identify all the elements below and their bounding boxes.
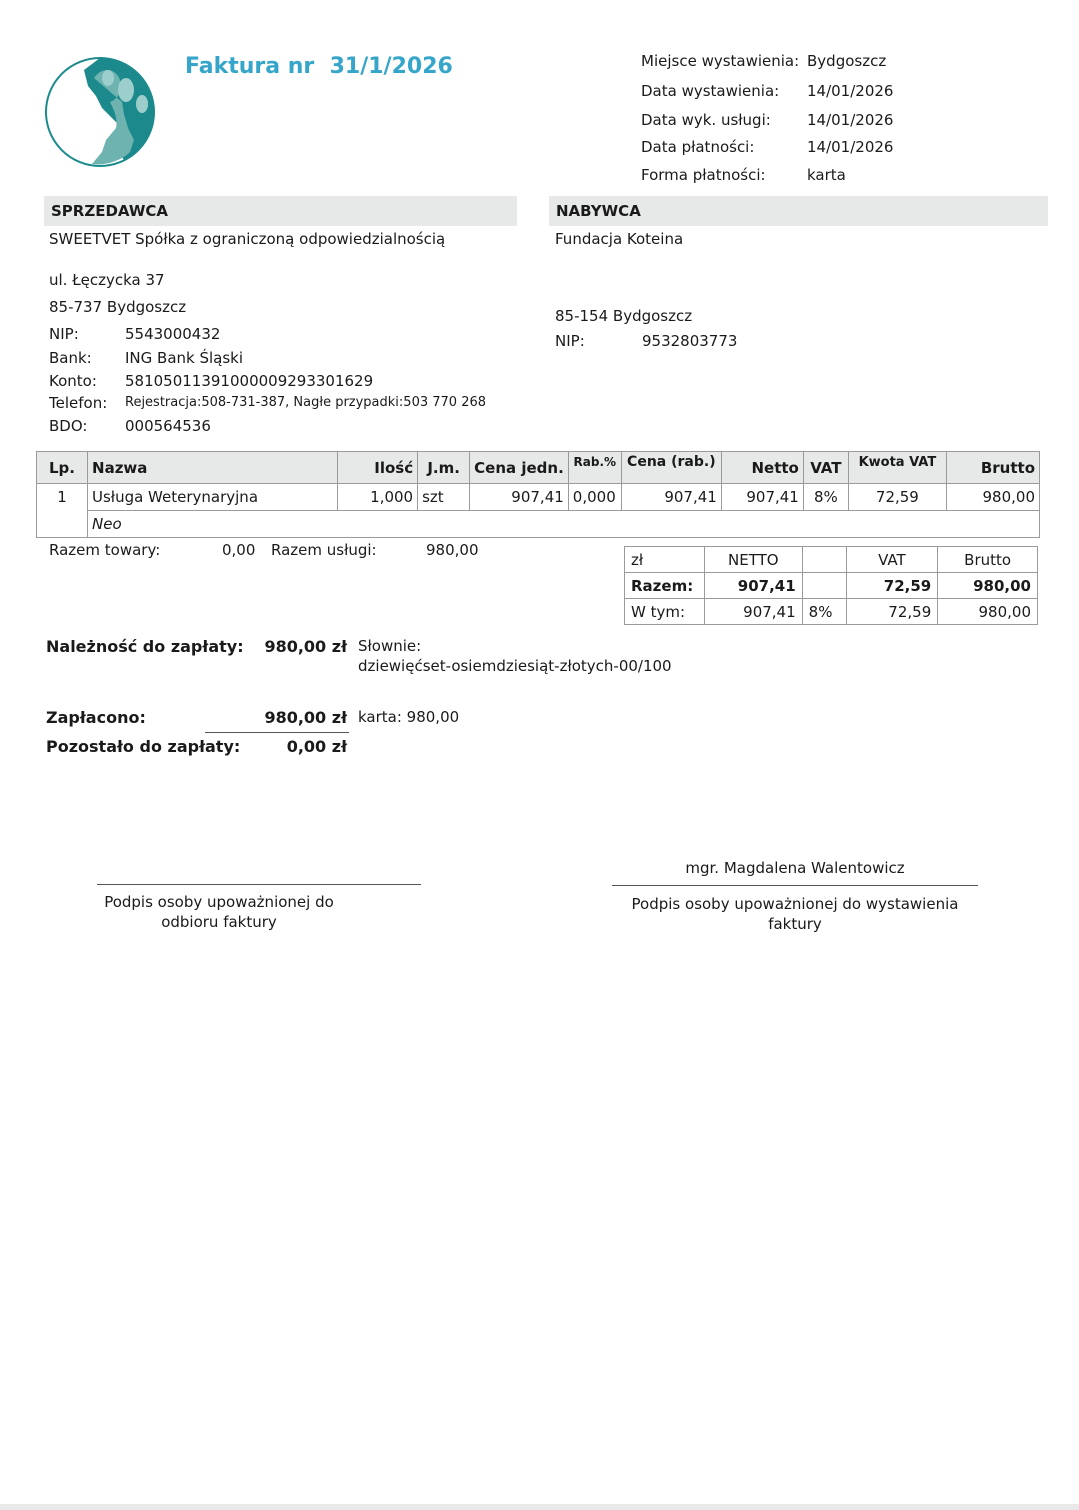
cell-qty: 1,000 (338, 484, 418, 511)
paid-value: 980,00 zł (264, 708, 347, 727)
seller-bank: Bank: ING Bank Śląski (49, 349, 244, 367)
invoice-title (185, 54, 453, 79)
seller-bdo: BDO: 000564536 (49, 417, 211, 435)
cell-vat-amount: 72,59 (848, 484, 946, 511)
col-unit: J.m. (418, 452, 470, 484)
col-net: Netto (721, 452, 803, 484)
cell-gross: 980,00 (946, 484, 1039, 511)
col-vat-amount: Kwota VAT (848, 452, 946, 484)
goods-total-label: Razem towary: (49, 541, 161, 559)
buyer-nip: NIP: 9532803773 (555, 332, 738, 350)
items-table (36, 451, 1040, 538)
col-gross: Brutto (946, 452, 1039, 484)
col-unit-price: Cena jedn. (470, 452, 569, 484)
cell-vat: 8% (803, 484, 848, 511)
paid-method: karta: 980,00 (358, 708, 460, 726)
seller-name: SWEETVET Spółka z ograniczoną odpowiedzialnością (49, 230, 446, 248)
seller-heading: SPRZEDAWCA (44, 196, 517, 226)
amount-words-label: Słownie: (358, 637, 422, 655)
summary-breakdown-row: W tym: 907,41 8% 72,59 980,00 (625, 599, 1038, 625)
receiver-signature-caption: Podpis osoby upoważnionej do odbioru faktury (104, 893, 334, 931)
buyer-heading: NABYWCA (549, 196, 1048, 226)
seller-street: ul. Łęczycka 37 (49, 271, 165, 289)
issuer-name: mgr. Magdalena Walentowicz (685, 859, 905, 877)
table-row-note (37, 511, 1040, 538)
cell-note: Neo (88, 511, 1040, 538)
summary-header-row: zł NETTO VAT Brutto (625, 547, 1038, 573)
seller-city: 85-737 Bydgoszcz (49, 298, 187, 316)
col-discount: Rab.% (568, 452, 621, 484)
col-name: Nazwa (88, 452, 338, 484)
col-price-disc: Cena (rab.) (621, 452, 721, 484)
col-qty: Ilość (338, 452, 418, 484)
cell-lp: 1 (37, 484, 88, 538)
paid-divider (205, 732, 349, 733)
col-lp: Lp. (37, 452, 88, 484)
goods-total-value: 0,00 (222, 541, 256, 559)
seller-phone: Telefon: Rejestracja:508-731-387, Nagłe przypadki:503 770 268 (49, 394, 487, 412)
cell-net: 907,41 (721, 484, 803, 511)
amount-due-value: 980,00 zł (264, 637, 347, 656)
invoice-number: 31/1/2026 (329, 54, 453, 79)
col-vat: VAT (803, 452, 848, 484)
cell-price-disc: 907,41 (621, 484, 721, 511)
summary-total-row: Razem: 907,41 72,59 980,00 (625, 573, 1038, 599)
invoice-title-prefix: Faktura nr (185, 54, 315, 79)
company-logo (44, 56, 156, 168)
cell-unit: szt (418, 484, 470, 511)
buyer-city: 85-154 Bydgoszcz (555, 307, 693, 325)
amount-due-label: Należność do zapłaty: (46, 637, 244, 656)
issuer-signature-caption: Podpis osoby upoważnionej do wystawienia faktury (631, 895, 959, 933)
vat-summary-table (624, 546, 1038, 625)
remaining-label: Pozostało do zapłaty: (46, 737, 241, 756)
amount-words-value: dziewięćset-osiemdziesiąt-złotych-00/100 (358, 657, 672, 675)
receiver-signature-line (97, 884, 421, 885)
seller-nip: NIP: 5543000432 (49, 325, 221, 343)
services-total-label: Razem usługi: (271, 541, 377, 559)
page-bottom-edge (0, 1504, 1079, 1510)
remaining-value: 0,00 zł (286, 737, 347, 756)
paid-label: Zapłacono: (46, 708, 146, 727)
buyer-name: Fundacja Koteina (555, 230, 684, 248)
table-row (37, 484, 1040, 511)
cell-name: Usługa Weterynaryjna (88, 484, 338, 511)
seller-account: Konto: 58105011391000009293301629 (49, 372, 374, 390)
items-header-row (37, 452, 1040, 484)
services-total-value: 980,00 (426, 541, 479, 559)
cell-discount: 0,000 (568, 484, 621, 511)
issuer-signature-line (612, 885, 978, 886)
cell-unit-price: 907,41 (470, 484, 569, 511)
